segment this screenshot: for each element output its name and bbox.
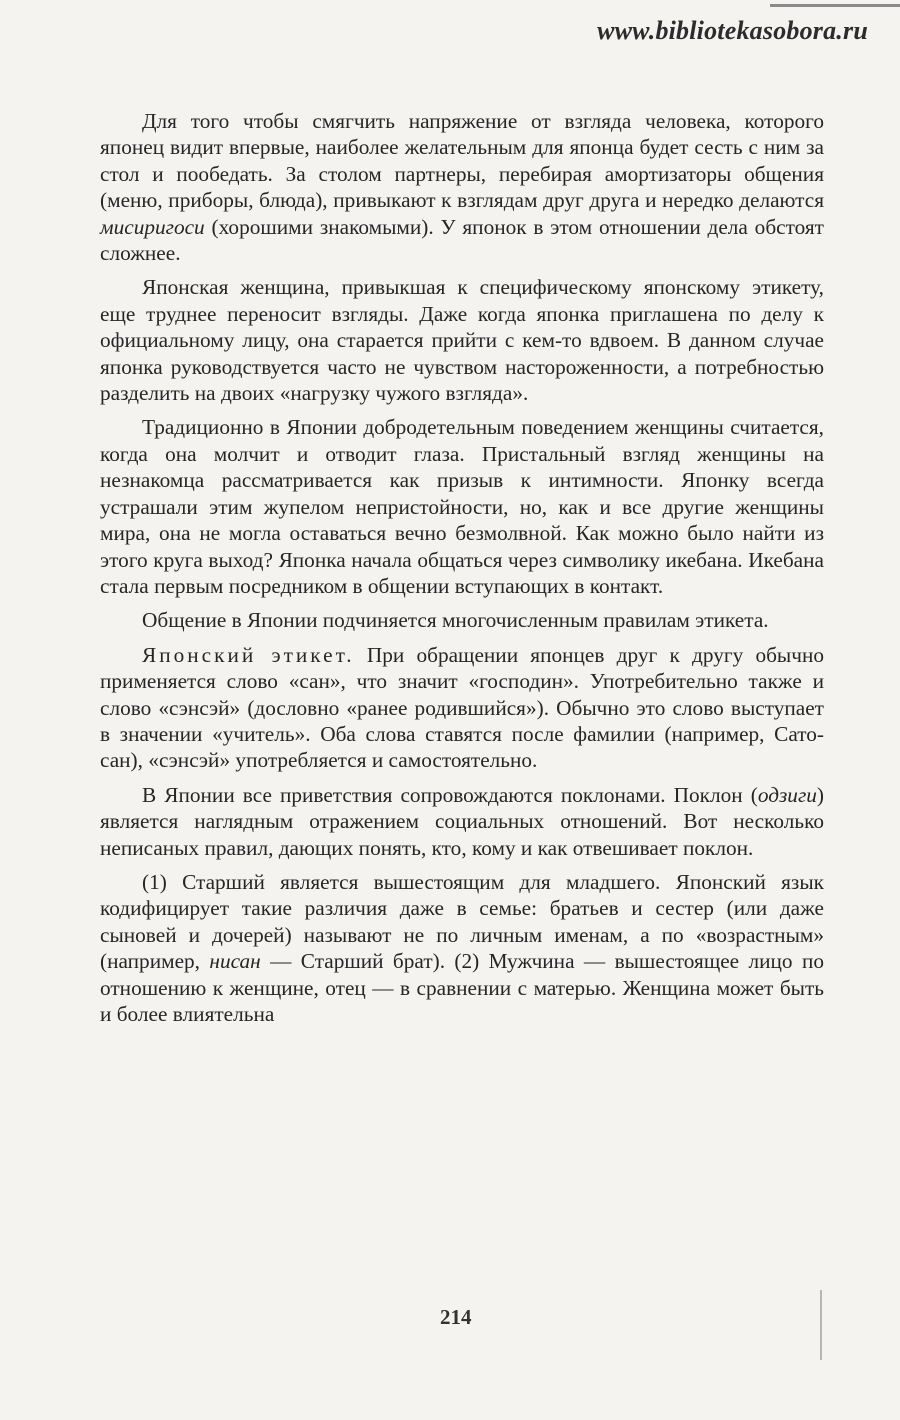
paragraph-7	[100, 869, 824, 1027]
paragraph-2	[100, 274, 824, 406]
paragraph-6	[100, 782, 824, 861]
page-number: 214	[440, 1305, 472, 1329]
italic-term: одзиги	[757, 782, 817, 807]
site-watermark: www.bibliotekasobora.ru	[597, 16, 868, 45]
italic-term: нисан	[209, 949, 261, 974]
text-segment: Традиционно в Японии добродетельным поведением женщины считается, когда она молчит и отводит глаза. Пристальный взгляд женщины на незнакомца рассматривается как призыв к интимности. Японку всегда устрашали этим жупелом непристойности, но, как и все другие женщины мира, она не могла оставаться вечно безмолвной. Как можно было найти из этого круга выход? Японка начала общаться через символику икебана. Икебана стала первым посредником в общении вступающих в контакт.	[100, 415, 824, 598]
text-segment: — Старший брат). (2) Мужчина — вышестоящее лицо по отношению к женщине, отец — в сравнении с матерью. Женщина может быть и более влиятельна	[100, 949, 824, 1026]
text-segment: В Японии все приветствия сопровождаются поклонами. Поклон (	[142, 782, 758, 807]
paragraph-5	[100, 642, 824, 774]
italic-term: мисиригоси	[100, 214, 205, 239]
top-edge-rule	[770, 4, 900, 7]
text-segment: При обращении японцев друг к другу обычно применяется слово «сан», что значит «господин». Употребительно также и слово «сэнсэй» (дословно «ранее родившийся»). Обычно это слово выступает в значении «учитель». Оба слова ставятся после фамилии (например, Сато-сан), «сэнсэй» употребляется и самостоятельно.	[100, 642, 825, 773]
text-segment: Для того чтобы смягчить напряжение от взгляда человека, которого японец видит впервые, наиболее желательным для японца будет сесть с ним за стол и пообедать. За столом партнеры, перебирая амортизаторы общения (меню, приборы, блюда), привыкают к взглядам друг друга и нередко делаются	[100, 109, 824, 213]
section-heading: Японский этикет.	[142, 642, 355, 667]
paragraph-3	[100, 414, 824, 599]
text-segment: (1) Старший является вышестоящим для младшего. Японский язык кодифицирует такие различия даже в семье: братьев и сестер (или даже сыновей и дочерей) называют не по личным именам, а по «возрастным» (например,	[100, 869, 824, 974]
paragraph-1	[100, 108, 824, 266]
text-segment: ) является наглядным отражением социальных отношений. Вот несколько неписаных правил, дающих понять, кто, кому и как отвешивает поклон.	[100, 782, 824, 860]
page-body	[100, 108, 824, 1035]
text-segment: Общение в Японии подчиняется многочисленным правилам этикета.	[142, 608, 769, 633]
text-segment: (хорошими знакомыми). У японок в этом отношении дела обстоят сложнее.	[100, 214, 824, 266]
margin-pencil-mark	[820, 1290, 822, 1360]
text-segment: Японская женщина, привыкшая к специфическому японскому этикету, еще труднее переносит взгляды. Даже когда японка приглашена по делу к официальному лицу, она старается прийти с кем-то вдвоем. В данном случае японка руководствуется часто не чувством настороженности, а потребностью разделить на двоих «нагрузку чужого взгляда».	[100, 275, 824, 406]
paragraph-4	[100, 607, 824, 633]
